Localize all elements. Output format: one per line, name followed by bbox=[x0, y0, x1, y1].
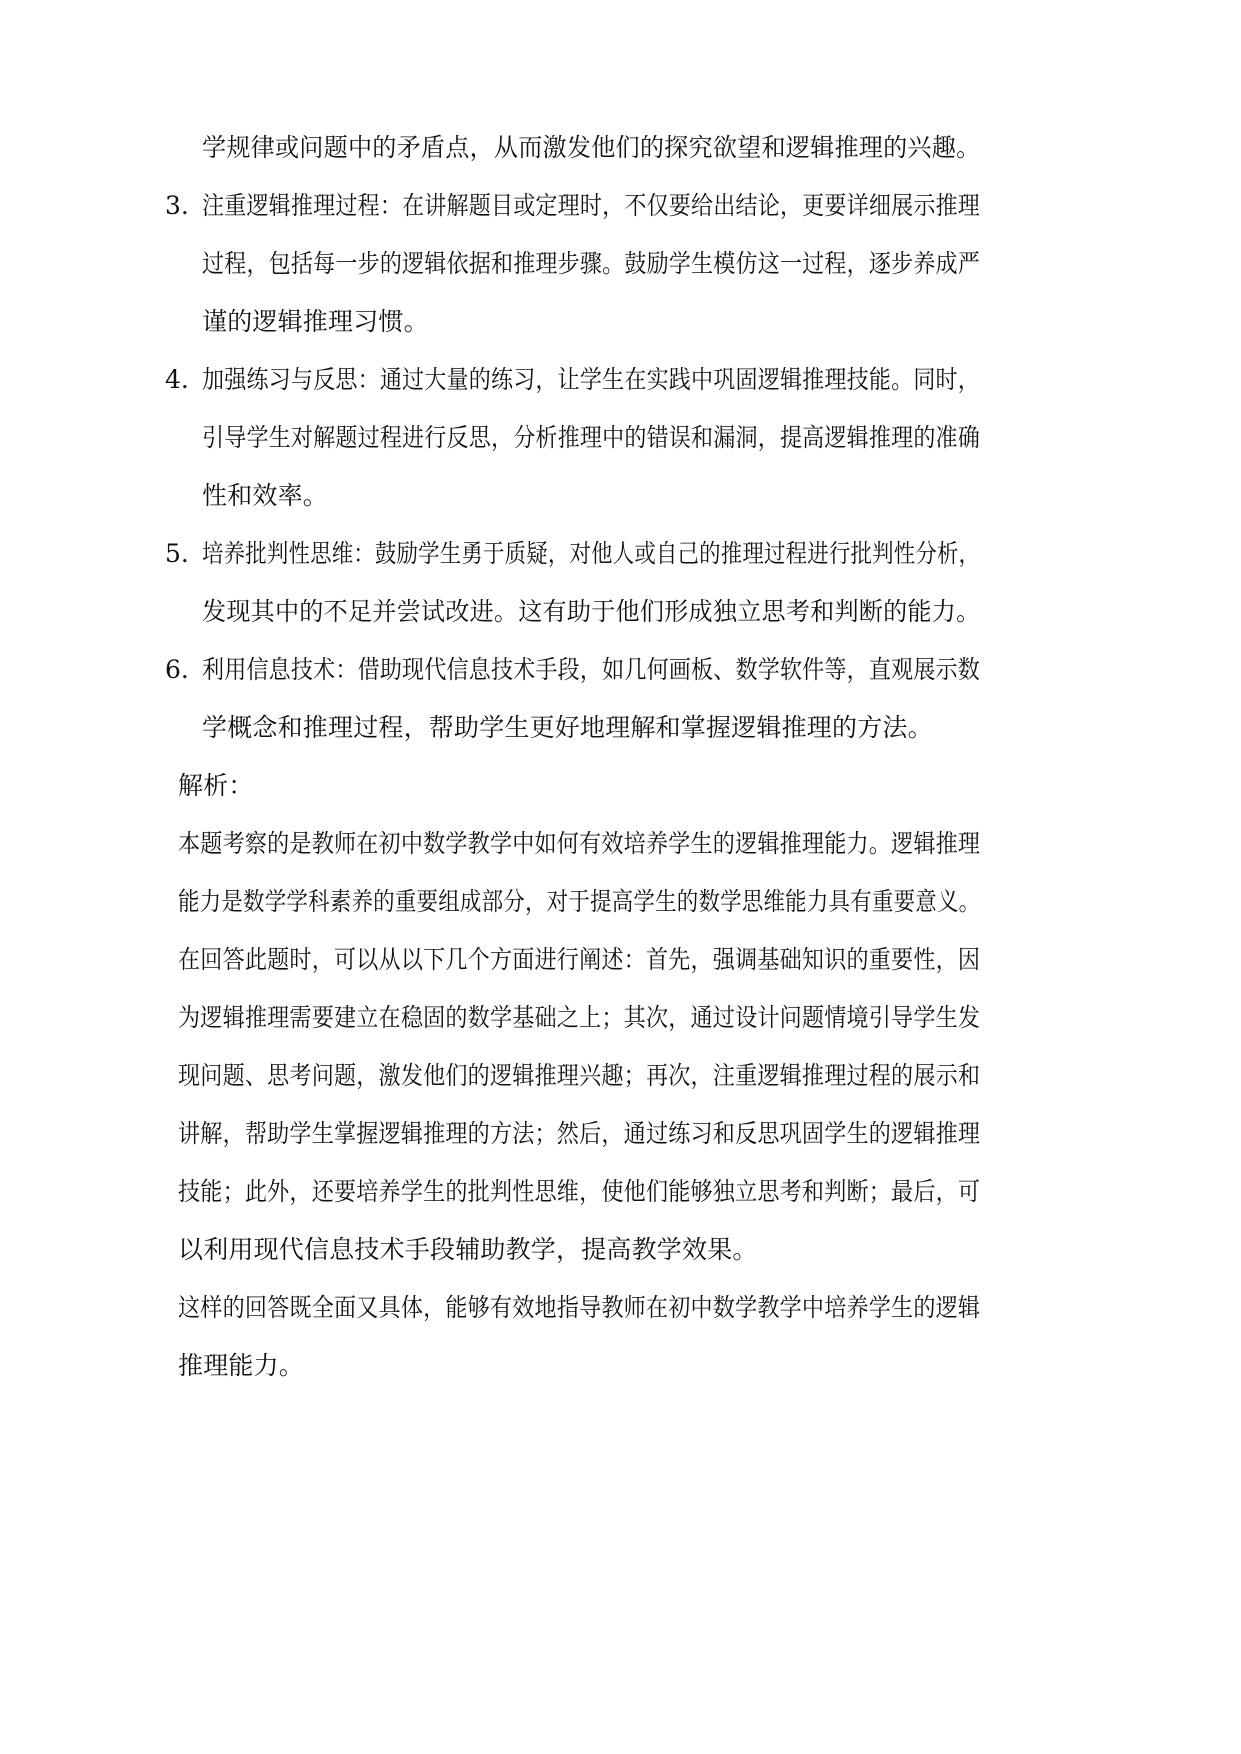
list-item-line: 过程，包括每一步的逻辑依据和推理步骤。鼓励学生模仿这一过程，逐步养成严 bbox=[202, 249, 981, 278]
list-item-number: 5. bbox=[165, 539, 189, 568]
conclusion-paragraph-line: 这样的回答既全面又具体，能够有效地指导教师在初中数学教学中培养学生的逻辑 bbox=[178, 1293, 981, 1322]
analysis-paragraph-line: 能力是数学学科素养的重要组成部分，对于提高学生的数学思维能力具有重要意义。 bbox=[178, 887, 981, 916]
list-item-number: 3. bbox=[165, 191, 189, 220]
analysis-heading: 解析： bbox=[178, 771, 254, 800]
list-item-line: 加强练习与反思：通过大量的练习，让学生在实践中巩固逻辑推理技能。同时， bbox=[202, 365, 981, 394]
analysis-paragraph-line: 以利用现代信息技术手段辅助教学，提高教学效果。 bbox=[178, 1235, 758, 1264]
list-item-line: 培养批判性思维：鼓励学生勇于质疑，对他人或自己的推理过程进行批判性分析， bbox=[202, 539, 981, 568]
analysis-paragraph-line: 在回答此题时，可以从以下几个方面进行阐述：首先，强调基础知识的重要性，因 bbox=[178, 945, 981, 974]
list-item-line: 注重逻辑推理过程：在讲解题目或定理时，不仅要给出结论，更要详细展示推理 bbox=[202, 191, 981, 220]
list-item-line: 学概念和推理过程，帮助学生更好地理解和掌握逻辑推理的方法。 bbox=[202, 713, 933, 742]
list-item-line: 谨的逻辑推理习惯。 bbox=[202, 307, 429, 336]
list-item-line: 性和效率。 bbox=[202, 481, 329, 510]
list-item-number: 4. bbox=[165, 365, 189, 394]
conclusion-paragraph-line: 推理能力。 bbox=[178, 1351, 305, 1380]
list-item-line: 引导学生对解题过程进行反思，分析推理中的错误和漏洞，提高逻辑推理的准确 bbox=[202, 423, 981, 452]
analysis-paragraph-line: 为逻辑推理需要建立在稳固的数学基础之上；其次，通过设计问题情境引导学生发 bbox=[178, 1003, 981, 1032]
analysis-paragraph-line: 现问题、思考问题，激发他们的逻辑推理兴趣；再次，注重逻辑推理过程的展示和 bbox=[178, 1061, 981, 1090]
list-continuation-line: 学规律或问题中的矛盾点，从而激发他们的探究欲望和逻辑推理的兴趣。 bbox=[202, 133, 981, 162]
list-item-number: 6. bbox=[165, 655, 189, 684]
analysis-paragraph-line: 本题考察的是教师在初中数学教学中如何有效培养学生的逻辑推理能力。逻辑推理 bbox=[178, 829, 981, 858]
analysis-paragraph-line: 讲解，帮助学生掌握逻辑推理的方法；然后，通过练习和反思巩固学生的逻辑推理 bbox=[178, 1119, 981, 1148]
analysis-paragraph-line: 技能；此外，还要培养学生的批判性思维，使他们能够独立思考和判断；最后，可 bbox=[178, 1177, 981, 1206]
list-item-line: 发现其中的不足并尝试改进。这有助于他们形成独立思考和判断的能力。 bbox=[202, 597, 981, 626]
list-item-line: 利用信息技术：借助现代信息技术手段，如几何画板、数学软件等，直观展示数 bbox=[202, 655, 981, 684]
